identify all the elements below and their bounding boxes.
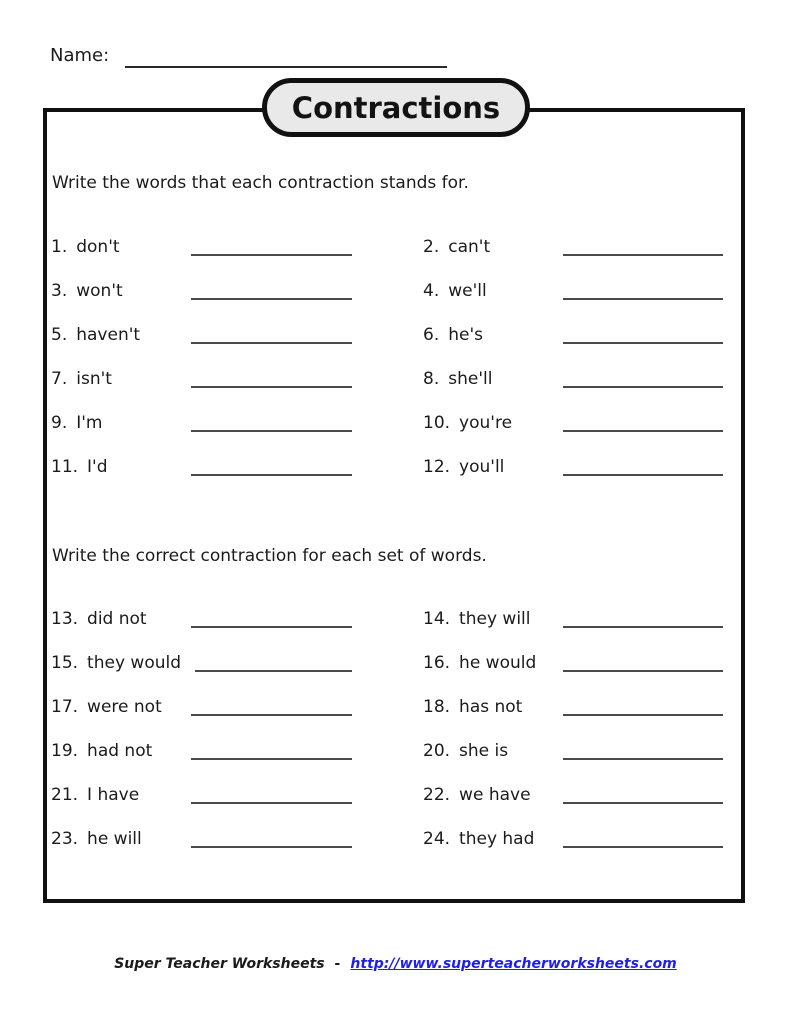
item-text: he would: [459, 653, 537, 673]
section1-instruction: Write the words that each contraction stands for.: [52, 173, 469, 193]
item-number: 2.: [423, 237, 440, 257]
answer-blank-line: [563, 412, 723, 432]
answer-blank-line: [191, 236, 352, 256]
item-number: 10.: [423, 413, 451, 433]
answer-blank-line: [191, 784, 352, 804]
name-label: Name:: [50, 45, 110, 66]
item-label: [423, 828, 563, 850]
worksheet-item: [423, 280, 723, 324]
item-text: you'll: [459, 457, 505, 477]
item-text: haven't: [76, 325, 141, 345]
answer-blank-line: [563, 236, 723, 256]
item-label: [51, 412, 191, 434]
footer: [0, 953, 791, 975]
item-number: 20.: [423, 741, 451, 761]
answer-blank-line: [191, 412, 352, 432]
item-number: 3.: [51, 281, 68, 301]
item-number: 8.: [423, 369, 440, 389]
item-text: isn't: [76, 369, 112, 389]
worksheet-item: [423, 784, 723, 828]
item-label: [423, 456, 563, 478]
item-number: 24.: [423, 829, 451, 849]
answer-blank-line: [191, 280, 352, 300]
item-number: 18.: [423, 697, 451, 717]
item-label: [423, 696, 563, 718]
worksheet-item: [423, 652, 723, 696]
worksheet-item: [423, 740, 723, 784]
item-text: she is: [459, 741, 509, 761]
item-number: 22.: [423, 785, 451, 805]
answer-blank-line: [191, 696, 352, 716]
item-number: 15.: [51, 653, 79, 673]
item-label: [51, 828, 191, 850]
section1-items: [51, 236, 723, 500]
section2-instruction: Write the correct contraction for each set of words.: [52, 546, 487, 566]
answer-blank-line: [191, 324, 352, 344]
answer-blank-line: [191, 368, 352, 388]
item-number: 12.: [423, 457, 451, 477]
item-number: 19.: [51, 741, 79, 761]
item-text: we have: [459, 785, 531, 805]
item-number: 5.: [51, 325, 68, 345]
item-label: [423, 740, 563, 762]
worksheet-item: [51, 412, 352, 456]
item-label: [51, 696, 191, 718]
answer-blank-line: [191, 740, 352, 760]
answer-blank-line: [563, 456, 723, 476]
worksheet-item: [51, 696, 352, 740]
item-label: [423, 784, 563, 806]
worksheet-item: [423, 236, 723, 280]
item-label: [423, 412, 563, 434]
answer-blank-line: [563, 368, 723, 388]
item-text: she'll: [448, 369, 493, 389]
item-number: 16.: [423, 653, 451, 673]
item-text: I'm: [76, 413, 103, 433]
item-label: [51, 740, 191, 762]
item-text: they had: [459, 829, 535, 849]
worksheet-item: [423, 608, 723, 652]
answer-blank-line: [563, 652, 723, 672]
item-number: 7.: [51, 369, 68, 389]
item-label: [51, 456, 191, 478]
item-number: 11.: [51, 457, 79, 477]
item-number: 1.: [51, 237, 68, 257]
answer-blank-line: [563, 696, 723, 716]
worksheet-item: [51, 608, 352, 652]
item-text: were not: [87, 697, 162, 717]
answer-blank-line: [191, 608, 352, 628]
title-pill: [262, 78, 530, 137]
item-label: [51, 784, 191, 806]
answer-blank-line: [563, 324, 723, 344]
worksheet-item: [423, 324, 723, 368]
page-title: Contractions: [291, 90, 501, 125]
item-text: did not: [87, 609, 147, 629]
worksheet-item: [51, 236, 352, 280]
item-label: [423, 280, 563, 302]
section2-items: [51, 608, 723, 872]
item-number: 17.: [51, 697, 79, 717]
item-text: he's: [448, 325, 483, 345]
worksheet-item: [51, 368, 352, 412]
answer-blank-line: [563, 828, 723, 848]
item-label: [423, 324, 563, 346]
worksheet-item: [51, 456, 352, 500]
worksheet-item: [51, 784, 352, 828]
item-text: can't: [448, 237, 491, 257]
footer-separator: -: [334, 956, 341, 972]
name-row: [50, 44, 447, 68]
footer-brand: Super Teacher Worksheets: [114, 956, 325, 972]
answer-blank-line: [195, 652, 352, 672]
worksheet-item: [423, 368, 723, 412]
item-text: has not: [459, 697, 523, 717]
item-text: don't: [76, 237, 120, 257]
worksheet-item: [423, 696, 723, 740]
item-number: 13.: [51, 609, 79, 629]
worksheet-item: [51, 740, 352, 784]
answer-blank-line: [563, 784, 723, 804]
item-text: you're: [459, 413, 513, 433]
item-number: 9.: [51, 413, 68, 433]
item-number: 21.: [51, 785, 79, 805]
answer-blank-line: [191, 456, 352, 476]
item-label: [51, 236, 191, 258]
item-number: 6.: [423, 325, 440, 345]
worksheet-item: [423, 412, 723, 456]
item-label: [423, 652, 563, 674]
worksheet-item: [51, 324, 352, 368]
worksheet-item: [423, 828, 723, 872]
item-label: [423, 608, 563, 630]
item-text: I have: [87, 785, 140, 805]
worksheet-item: [51, 280, 352, 324]
answer-blank-line: [563, 740, 723, 760]
item-text: he will: [87, 829, 142, 849]
worksheet-box: [43, 108, 745, 903]
item-text: we'll: [448, 281, 487, 301]
item-text: won't: [76, 281, 123, 301]
item-label: [51, 368, 191, 390]
worksheet-item: [51, 828, 352, 872]
item-number: 14.: [423, 609, 451, 629]
worksheet-item: [423, 456, 723, 500]
answer-blank-line: [191, 828, 352, 848]
item-text: they will: [459, 609, 531, 629]
item-number: 4.: [423, 281, 440, 301]
item-label: [51, 608, 191, 630]
worksheet-item: [51, 652, 352, 696]
name-blank-line: [125, 44, 447, 68]
item-label: [423, 236, 563, 258]
item-label: [51, 652, 195, 674]
answer-blank-line: [563, 280, 723, 300]
item-label: [51, 324, 191, 346]
item-text: I'd: [87, 457, 108, 477]
item-text: had not: [87, 741, 153, 761]
item-number: 23.: [51, 829, 79, 849]
item-label: [51, 280, 191, 302]
footer-link[interactable]: http://www.superteacherworksheets.com: [350, 956, 677, 972]
item-text: they would: [87, 653, 182, 673]
answer-blank-line: [563, 608, 723, 628]
item-label: [423, 368, 563, 390]
